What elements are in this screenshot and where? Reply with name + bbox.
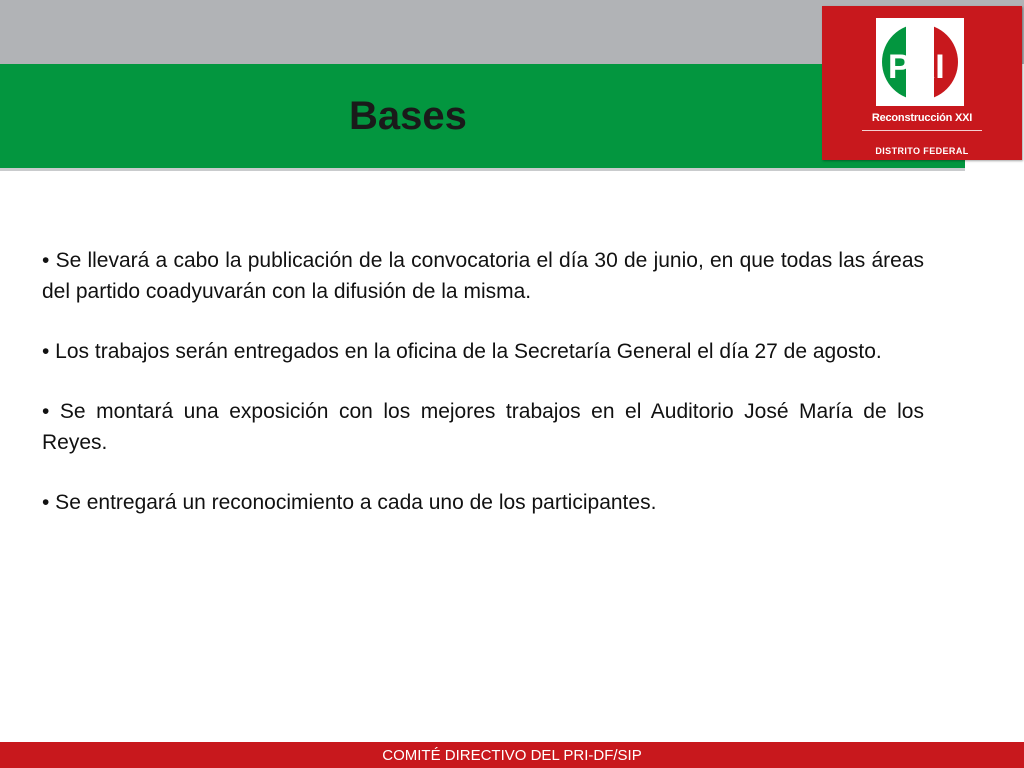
bullet-publication: • Se llevará a cabo la publicación de la convocatoria el día 30 de junio, en que todas las áreas del partido coadyuvarán con la difusión de la misma. [42,249,924,303]
bullet-list [42,245,924,547]
footer-bar [0,742,1024,768]
header-divider [0,168,965,171]
bullet-recognition: • Se entregará un reconocimiento a cada uno de los participantes. [42,491,657,514]
pri-emblem-icon [876,18,964,106]
logo-divider [862,130,982,131]
logo-tagline: Reconstrucción XXI [871,112,973,124]
bullet-exhibition: • Se montará una exposición con los mejores trabajos en el Auditorio José María de los Reyes. [42,400,924,454]
svg-text:PRI: PRI [888,48,945,86]
logo-region: DISTRITO FEDERAL [875,146,969,156]
pri-logo [822,6,1022,160]
header-green-band [0,64,965,168]
bullet-delivery: • Los trabajos serán entregados en la oficina de la Secretaría General el día 27 de agosto. [42,340,882,363]
footer-text: COMITÉ DIRECTIVO DEL PRI-DF/SIP [382,747,642,764]
page-title: Bases [349,94,467,138]
